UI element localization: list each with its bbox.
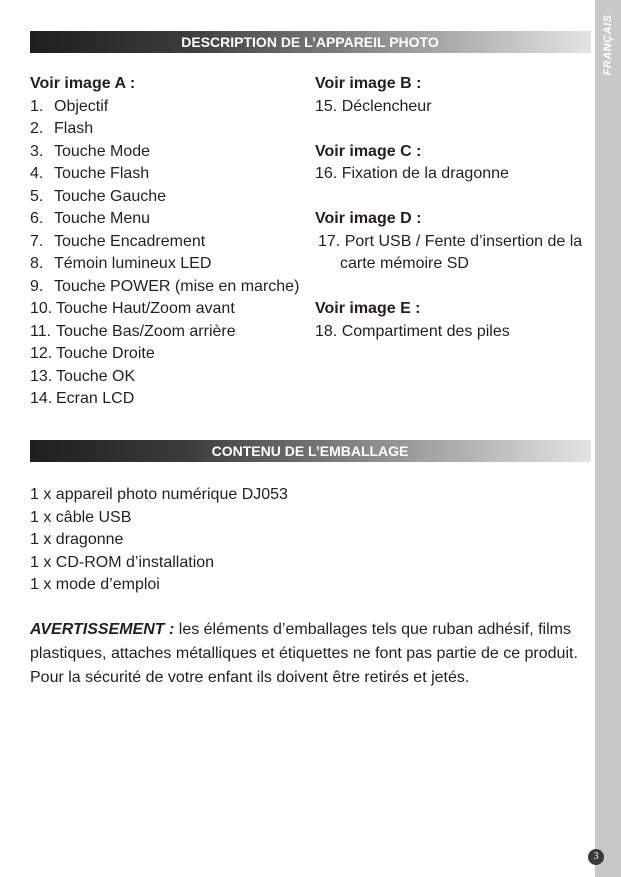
list-item-text: Touche Droite — [56, 345, 155, 362]
list-item-number: 2. — [30, 120, 44, 137]
image-b-item: 15. Déclencheur — [315, 97, 432, 115]
section-header-package — [30, 440, 591, 462]
package-item: 1 x mode d’emploi — [30, 576, 160, 593]
list-item-text: Touche Gauche — [54, 187, 167, 205]
image-a-list-item — [30, 253, 212, 276]
list-item-number: 1. — [30, 97, 44, 115]
image-a-list-item — [30, 208, 151, 231]
list-item-text: Touche OK — [56, 367, 136, 385]
package-item: 1 x câble USB — [30, 508, 132, 526]
list-item-number: 3. — [30, 142, 44, 160]
list-item-number: 10. — [30, 300, 53, 317]
image-d-item-line1: 17. Port USB / Fente d’insertion de la — [318, 232, 583, 250]
page-number: 3 — [588, 849, 604, 865]
image-a-list — [30, 96, 300, 411]
image-a-list-item — [30, 343, 155, 366]
list-item-text: Touche POWER (mise en marche) — [54, 277, 300, 295]
image-a-list-item — [30, 366, 135, 389]
list-item-number: 13. — [30, 367, 53, 385]
list-item-text: Flash — [54, 120, 94, 137]
image-a-list-item — [30, 276, 300, 299]
list-item-number: 9. — [30, 277, 44, 295]
list-item-text: Témoin lumineux LED — [54, 255, 212, 272]
list-item-number: 7. — [30, 232, 44, 250]
image-b-heading: Voir image B : — [315, 75, 422, 92]
language-side-bar — [595, 0, 621, 877]
image-a-list-item — [30, 141, 151, 164]
image-b-e-column — [315, 73, 582, 343]
image-a-list-item — [30, 163, 150, 186]
image-e-item: 18. Compartiment des piles — [315, 322, 510, 340]
list-item-text: Touche Mode — [54, 142, 151, 160]
image-c-heading: Voir image C : — [315, 142, 422, 160]
package-contents-list — [30, 484, 288, 597]
warning-label: AVERTISSEMENT : — [30, 621, 175, 638]
warning-paragraph — [30, 618, 585, 690]
image-c-item: 16. Fixation de la dragonne — [315, 165, 509, 182]
image-a-list-item — [30, 186, 167, 209]
package-item: 1 x CD-ROM d’installation — [30, 553, 215, 571]
list-item-text: Touche Haut/Zoom avant — [56, 300, 235, 317]
section-header-description — [30, 31, 591, 53]
image-d-heading: Voir image D : — [315, 210, 422, 227]
package-item: 1 x dragonne — [30, 531, 124, 548]
list-item-text: Touche Bas/Zoom arrière — [56, 322, 236, 340]
list-item-text: Touche Menu — [54, 210, 151, 227]
list-item-number: 4. — [30, 165, 44, 182]
image-a-list-item — [30, 231, 206, 254]
image-a-list-item — [30, 298, 235, 321]
list-item-number: 6. — [30, 210, 44, 227]
image-e-heading: Voir image E : — [315, 300, 421, 317]
list-item-number: 14. — [30, 390, 53, 407]
section-title-description: DESCRIPTION DE L’APPAREIL PHOTO — [181, 34, 439, 50]
image-a-list-item — [30, 388, 135, 411]
image-a-list-item — [30, 96, 135, 119]
list-item-number: 5. — [30, 187, 44, 205]
list-item-text: Ecran LCD — [56, 390, 135, 407]
section-title-package: CONTENU DE L’EMBALLAGE — [211, 443, 409, 459]
image-a-column — [30, 73, 300, 411]
image-a-list-item — [30, 118, 135, 141]
list-item-number: 11. — [30, 322, 52, 340]
image-a-list-item — [30, 321, 236, 344]
warning-text: les éléments d’emballages tels que ruban adhésif, films plastiques, attaches métalliques et étiquettes ne font pas partie de ce produit. Pour la sécurité de votre enfant ils doivent être retirés et jetés. — [30, 621, 578, 686]
list-item-text: Objectif — [54, 97, 109, 115]
list-item-text: Touche Encadrement — [54, 232, 206, 250]
list-item-number: 8. — [30, 255, 44, 272]
list-item-number: 12. — [30, 345, 53, 362]
package-item: 1 x appareil photo numérique DJ053 — [30, 486, 288, 503]
list-item-text: Touche Flash — [54, 165, 150, 182]
image-d-item-line2: carte mémoire SD — [340, 255, 469, 272]
image-a-heading: Voir image A : — [30, 75, 136, 92]
language-label: FRANÇAIS — [602, 14, 614, 76]
